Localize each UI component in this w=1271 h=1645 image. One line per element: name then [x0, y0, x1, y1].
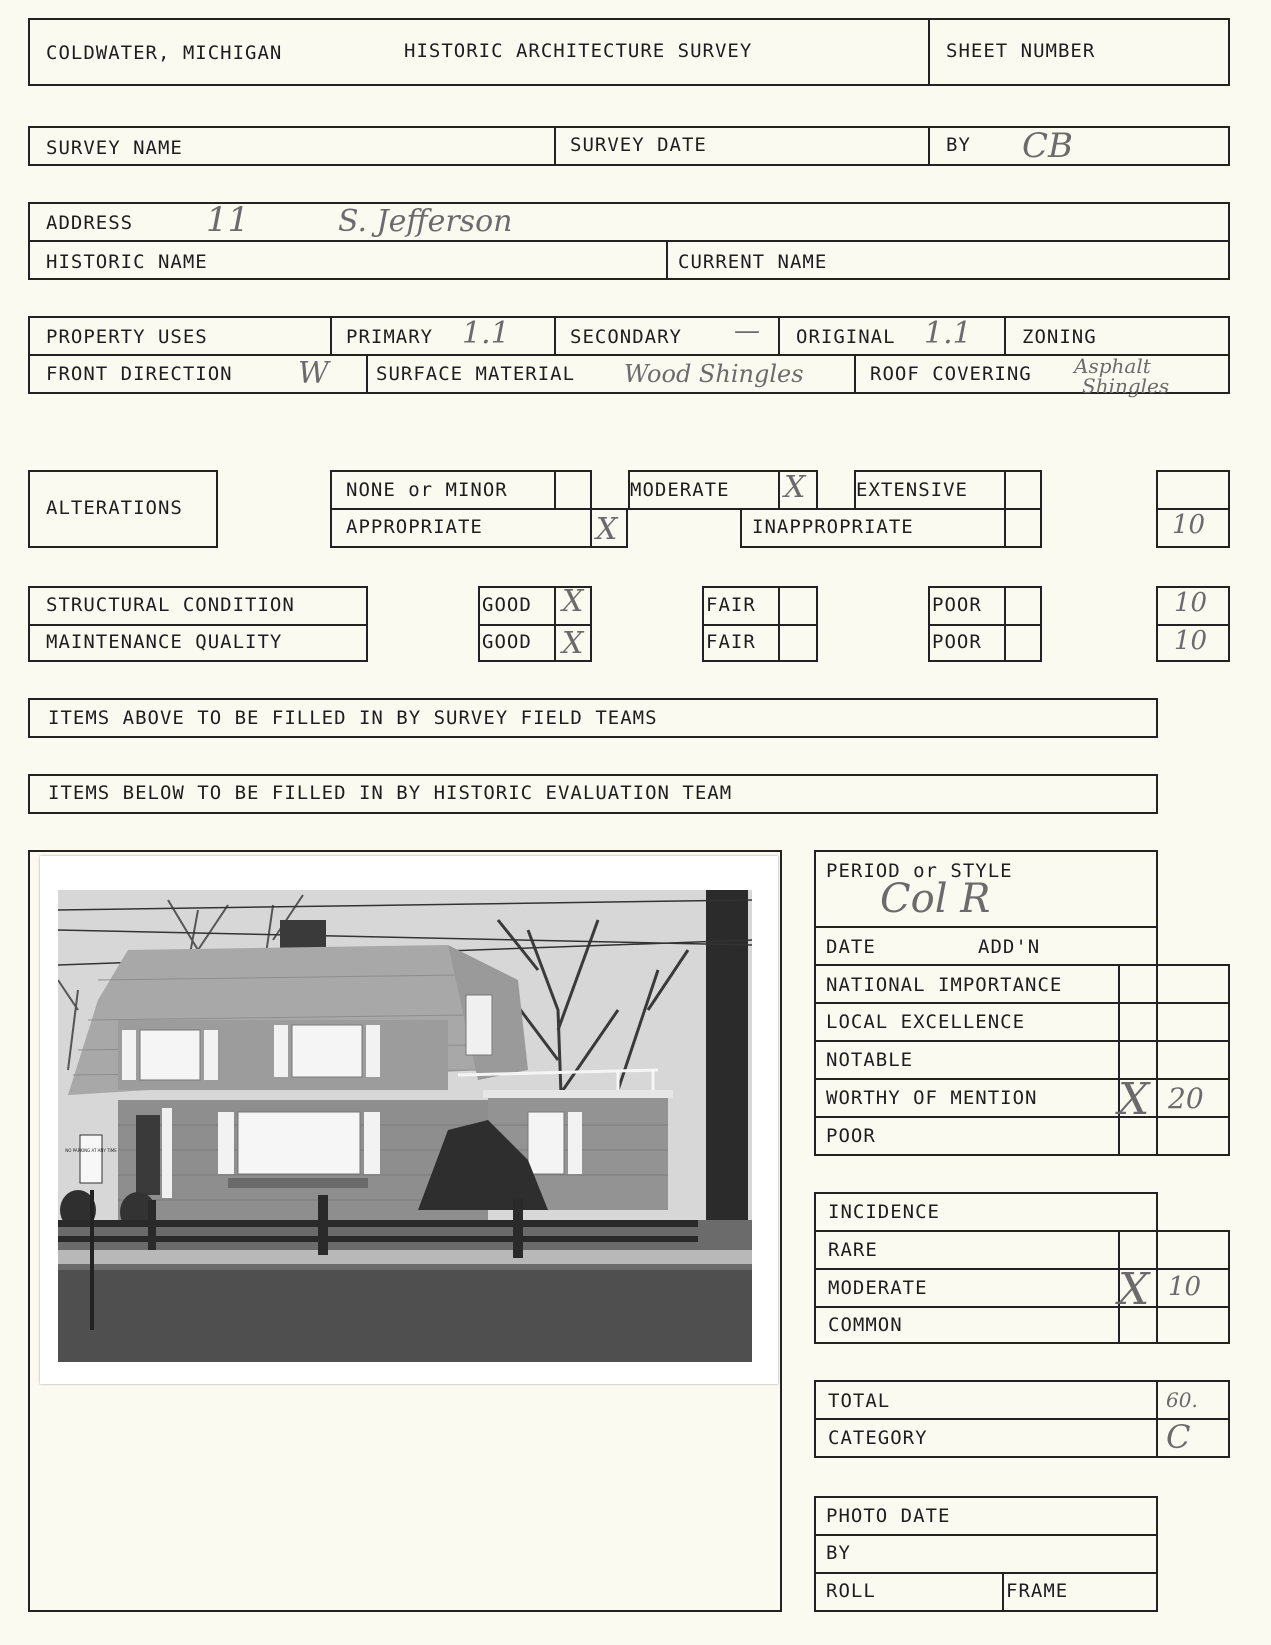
eval-row-3: [814, 1040, 1230, 1042]
incidence-label: INCIDENCE: [828, 1201, 940, 1223]
moderate-label: MODERATE: [630, 479, 730, 501]
extensive-check-div: [1004, 470, 1006, 510]
total-value: 60.: [1166, 1388, 1198, 1412]
fair-divider: [702, 624, 818, 626]
property-div-2: [554, 316, 556, 354]
rare-label: RARE: [828, 1239, 878, 1261]
worthy-mark: X: [1118, 1074, 1150, 1125]
eval-row-2: [814, 1002, 1230, 1004]
poor-divider: [928, 624, 1042, 626]
period-style-value: Col R: [880, 876, 991, 922]
property-div-5: [366, 354, 368, 394]
city-label: COLDWATER, MICHIGAN: [46, 42, 283, 64]
frame-label: FRAME: [1006, 1580, 1069, 1602]
eval-check-col: [1118, 964, 1120, 1156]
appropriate-check-div: [590, 508, 592, 548]
maintenance-poor-label: POOR: [932, 631, 982, 653]
header-divider: [928, 18, 930, 86]
property-div-3: [778, 316, 780, 354]
eval-row-5: [814, 1116, 1230, 1118]
eval-score-col-right: [1228, 964, 1230, 1156]
current-name-label: CURRENT NAME: [678, 251, 828, 273]
moderate-check-div: [778, 470, 780, 510]
inappropriate-label: INAPPROPRIATE: [752, 516, 914, 538]
names-divider: [666, 240, 668, 280]
appropriate-label: APPROPRIATE: [346, 516, 483, 538]
items-above-top: [28, 698, 1158, 700]
incidence-moderate-score: 10: [1168, 1272, 1202, 1302]
national-importance-label: NATIONAL IMPORTANCE: [826, 974, 1063, 996]
primary-label: PRIMARY: [346, 326, 434, 348]
fair-check-div: [778, 586, 780, 662]
photo-info-row-1: [814, 1534, 1158, 1536]
category-value: C: [1166, 1418, 1191, 1456]
none-minor-label: NONE or MINOR: [346, 479, 508, 501]
zoning-label: ZONING: [1022, 326, 1097, 348]
maintenance-good-label: GOOD: [482, 631, 532, 653]
house-photo-drawing: [58, 890, 752, 1362]
moderate-mark: X: [784, 470, 806, 505]
incidence-row-3: [814, 1306, 1230, 1308]
property-div-6: [854, 354, 856, 394]
survey-by-label: BY: [946, 134, 971, 156]
address-row-divider: [28, 240, 1230, 242]
alterations-label: ALTERATIONS: [46, 497, 183, 519]
incidence-moderate-label: MODERATE: [828, 1277, 928, 1299]
appropriate-mark: X: [596, 512, 618, 547]
inappropriate-check-div: [1004, 508, 1006, 548]
roof-covering-value-2: Shingles: [1082, 374, 1170, 398]
secondary-value: —: [734, 316, 760, 346]
maintenance-score: 10: [1174, 626, 1208, 656]
original-label: ORIGINAL: [796, 326, 896, 348]
survey-divider-2: [928, 126, 930, 166]
maintenance-quality-label: MAINTENANCE QUALITY: [46, 631, 283, 653]
structural-good-mark: X: [562, 584, 584, 619]
date-label: DATE: [826, 936, 876, 958]
photo-info-row-2: [814, 1572, 1158, 1574]
sheet-number-label: SHEET NUMBER: [946, 40, 1096, 62]
photo-date-label: PHOTO DATE: [826, 1505, 951, 1527]
period-style-label: PERIOD or STYLE: [826, 860, 1013, 882]
property-uses-label: PROPERTY USES: [46, 326, 208, 348]
eval-score-bottom: [1156, 1154, 1230, 1156]
eval-poor-label: POOR: [826, 1125, 876, 1147]
property-div-1: [330, 316, 332, 354]
structural-fair-label: FAIR: [706, 594, 756, 616]
notable-label: NOTABLE: [826, 1049, 914, 1071]
total-label: TOTAL: [828, 1390, 891, 1412]
local-excellence-label: LOCAL EXCELLENCE: [826, 1011, 1026, 1033]
none-minor-check-div: [554, 470, 556, 510]
structural-good-label: GOOD: [482, 594, 532, 616]
addn-label: ADD'N: [978, 936, 1041, 958]
original-value: 1.1: [924, 316, 972, 351]
house-photo: [58, 890, 752, 1362]
common-label: COMMON: [828, 1314, 903, 1336]
property-row-divider: [28, 354, 1230, 356]
eval-row-1: [814, 964, 1230, 966]
category-label: CATEGORY: [828, 1427, 928, 1449]
survey-divider-1: [554, 126, 556, 166]
primary-value: 1.1: [462, 316, 510, 351]
extensive-label: EXTENSIVE: [856, 479, 968, 501]
condition-label-divider: [28, 624, 368, 626]
incidence-row-1: [814, 1230, 1230, 1232]
roof-covering-value-1: Asphalt: [1074, 354, 1151, 378]
roof-covering-label: ROOF COVERING: [870, 363, 1032, 385]
items-below-note: ITEMS BELOW TO BE FILLED IN BY HISTORIC EVALUATION TEAM: [48, 782, 733, 804]
roll-label: ROLL: [826, 1580, 876, 1602]
survey-name-label: SURVEY NAME: [46, 137, 183, 159]
good-check-div: [554, 586, 556, 662]
address-number: 11: [206, 200, 250, 240]
surface-material-value: Wood Shingles: [624, 360, 804, 388]
poor-check-div: [1004, 586, 1006, 662]
totals-score-col: [1156, 1380, 1158, 1458]
survey-date-label: SURVEY DATE: [570, 134, 707, 156]
alterations-score: 10: [1172, 510, 1206, 540]
address-street: S. Jefferson: [338, 204, 513, 239]
no-parking-sign-text: NO PARKING AT ANY TIME: [65, 1148, 117, 1153]
structural-condition-label: STRUCTURAL CONDITION: [46, 594, 295, 616]
incidence-row-2: [814, 1268, 1230, 1270]
survey-title: HISTORIC ARCHITECTURE SURVEY: [404, 40, 753, 62]
surface-material-label: SURFACE MATERIAL: [376, 363, 576, 385]
roll-frame-divider: [1002, 1572, 1004, 1612]
address-label: ADDRESS: [46, 212, 134, 234]
photo-by-label: BY: [826, 1542, 851, 1564]
front-direction-label: FRONT DIRECTION: [46, 363, 233, 385]
items-above-note: ITEMS ABOVE TO BE FILLED IN BY SURVEY FIELD TEAMS: [48, 707, 658, 729]
secondary-label: SECONDARY: [570, 326, 682, 348]
front-direction-value: W: [298, 356, 329, 391]
historic-name-label: HISTORIC NAME: [46, 251, 208, 273]
incidence-moderate-mark: X: [1118, 1264, 1150, 1315]
structural-score: 10: [1174, 588, 1208, 618]
structural-poor-label: POOR: [932, 594, 982, 616]
survey-by-value: CB: [1022, 126, 1073, 166]
maintenance-good-mark: X: [562, 626, 584, 661]
maintenance-fair-label: FAIR: [706, 631, 756, 653]
eval-row-4: [814, 1078, 1230, 1080]
incidence-bottom: [1156, 1342, 1230, 1344]
worthy-of-mention-label: WORTHY OF MENTION: [826, 1087, 1038, 1109]
incidence-score-right: [1228, 1230, 1230, 1344]
property-div-4: [1004, 316, 1006, 354]
worthy-score: 20: [1168, 1082, 1204, 1115]
